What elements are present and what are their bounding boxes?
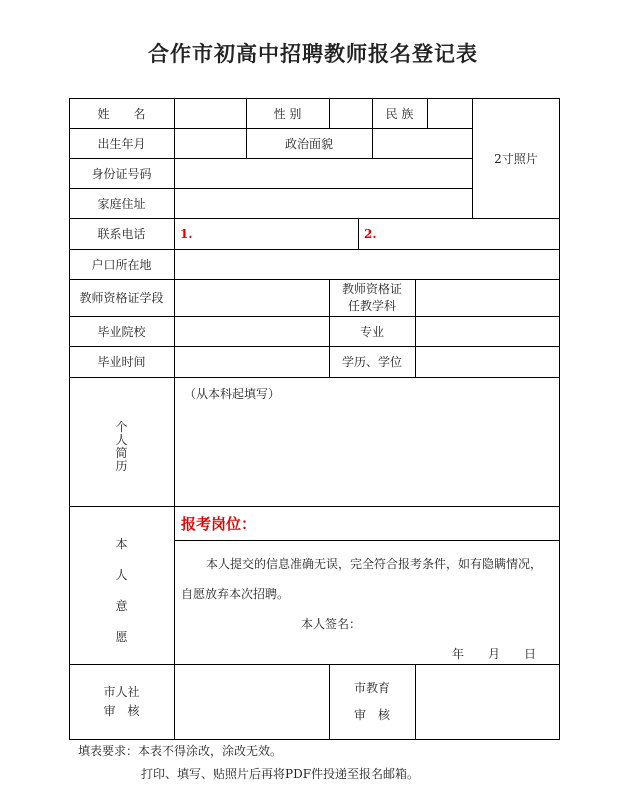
address-label: 家庭住址 xyxy=(97,196,146,211)
degree-label: 学历、学位 xyxy=(341,355,402,369)
declaration-block xyxy=(175,541,559,664)
city-review-label-line2: 审 核 xyxy=(103,703,140,718)
resume-label-char-1: 个 xyxy=(115,419,128,434)
ethnicity-field[interactable] xyxy=(428,99,472,128)
resume-hint: （从本科起填写） xyxy=(184,387,281,401)
edu-review-label xyxy=(329,664,415,739)
intent-label-char-1: 本 xyxy=(115,537,128,551)
edu-review-label-line2: 审 核 xyxy=(353,707,390,722)
name-field[interactable] xyxy=(175,99,246,128)
phone-field-1[interactable]: 1. xyxy=(180,227,193,241)
grad-time-label: 毕业时间 xyxy=(97,355,146,369)
intent-label-char-2: 人 xyxy=(115,568,128,582)
political-label: 政治面貌 xyxy=(284,136,333,151)
degree-field[interactable] xyxy=(416,347,559,377)
resume-label xyxy=(69,377,174,506)
city-review-label-line1: 市人社 xyxy=(103,684,140,699)
footer-note-1: 填表要求：本表不得涂改，涂改无效。 xyxy=(78,744,283,758)
form-title: 合作市初高中招聘教师报名登记表 xyxy=(148,41,478,66)
address-field[interactable] xyxy=(175,189,472,218)
cert-level-label: 教师资格证学段 xyxy=(79,291,164,305)
gender-field[interactable] xyxy=(330,99,372,128)
phone-label: 联系电话 xyxy=(97,227,146,241)
ethnicity-label: 民 族 xyxy=(385,106,414,121)
birth-field[interactable] xyxy=(175,129,246,158)
id-number-field[interactable] xyxy=(175,159,472,188)
hukou-field[interactable] xyxy=(175,250,559,279)
major-field[interactable] xyxy=(416,317,559,346)
cert-level-field[interactable] xyxy=(175,280,329,316)
declaration-line-2: 自愿放弃本次招聘。 xyxy=(181,587,290,601)
edu-review-label-line1: 市教育 xyxy=(353,680,390,695)
photo-box[interactable]: 2寸照片 xyxy=(494,152,538,166)
id-number-label: 身份证号码 xyxy=(91,166,152,181)
declaration-line-1: 本人提交的信息准确无误，完全符合报考条件，如有隐瞒情况， xyxy=(206,557,543,571)
cert-subject-label-line1: 教师资格证 xyxy=(341,281,402,296)
grad-time-field[interactable] xyxy=(175,347,329,377)
gender-label: 性 别 xyxy=(273,106,302,121)
school-label: 毕业院校 xyxy=(97,324,146,339)
resume-label-char-4: 历 xyxy=(115,458,128,473)
name-label: 姓 名 xyxy=(97,106,146,121)
signature-label: 本人签名： xyxy=(301,617,362,631)
cert-subject-field[interactable] xyxy=(416,280,559,316)
cert-subject-label xyxy=(329,279,415,316)
school-field[interactable] xyxy=(175,317,329,346)
intent-label-char-4: 愿 xyxy=(115,630,128,644)
hukou-label: 户口所在地 xyxy=(91,257,152,272)
cert-subject-label-line2: 任教学科 xyxy=(347,298,396,313)
phone-field-2[interactable]: 2. xyxy=(364,227,377,241)
edu-review-field[interactable] xyxy=(416,665,559,739)
intent-label-char-3: 意 xyxy=(115,599,128,613)
date-label: 年 月 日 xyxy=(452,647,537,661)
city-review-field[interactable] xyxy=(175,665,329,739)
political-field[interactable] xyxy=(373,129,472,158)
position-label[interactable]: 报考岗位： xyxy=(181,515,257,533)
city-review-label xyxy=(69,664,174,739)
birth-label: 出生年月 xyxy=(97,136,146,151)
resume-label-char-2: 人 xyxy=(115,432,128,447)
resume-field[interactable] xyxy=(175,378,559,506)
major-label: 专业 xyxy=(359,324,384,339)
intent-label xyxy=(69,506,174,664)
resume-label-char-3: 简 xyxy=(115,445,128,460)
footer-note-2: 打印、填写、贴照片后再将PDF件投递至报名邮箱。 xyxy=(141,767,420,781)
